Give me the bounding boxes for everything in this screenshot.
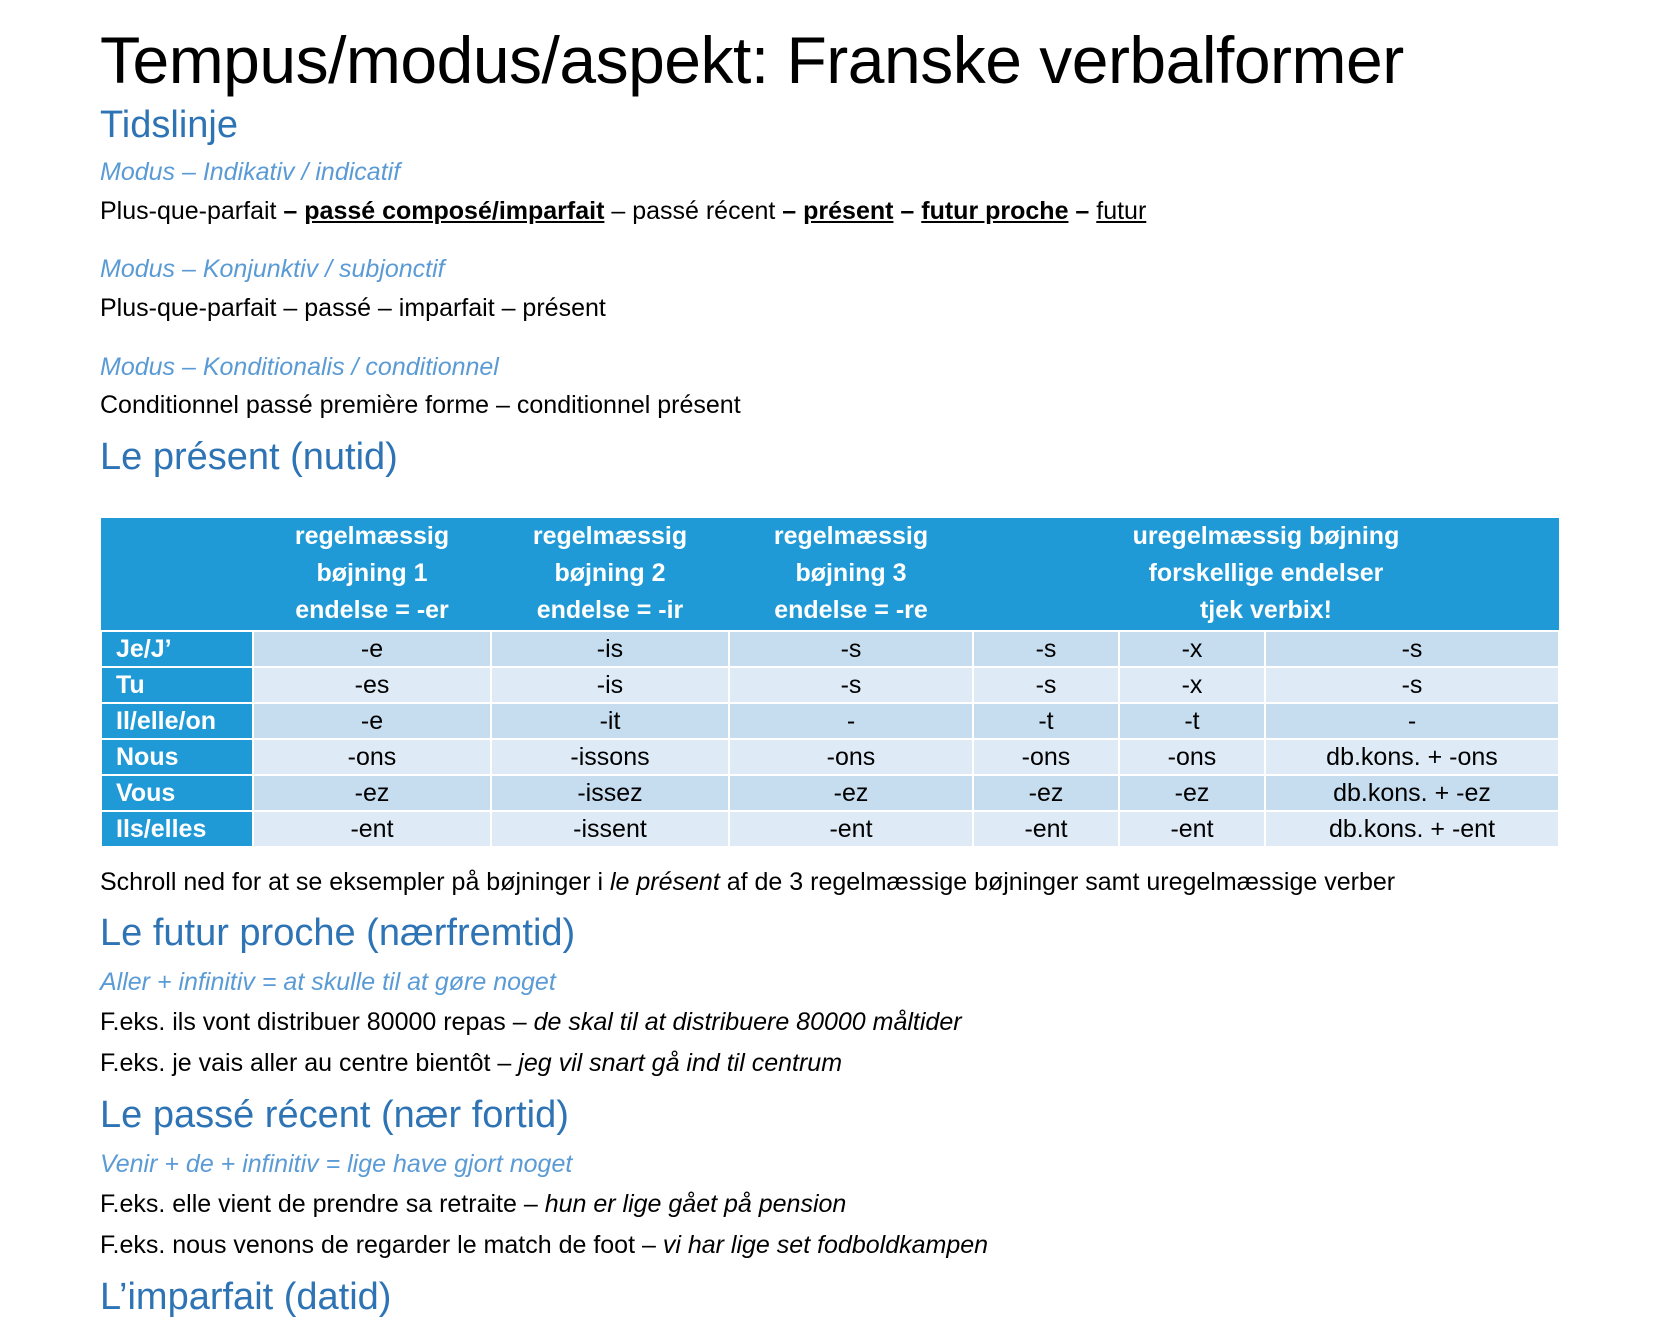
ending-cell: - — [729, 703, 973, 739]
label-konditionalis: Modus – Konditionalis / conditionnel — [100, 353, 499, 381]
example-french: F.eks. ils vont distribuer 80000 repas – — [100, 1008, 534, 1036]
ending-cell: -ent — [973, 811, 1119, 847]
header-line: regelmæssig — [773, 522, 929, 550]
tense-passe-compose: passé composé/imparfait — [304, 197, 605, 225]
header-line: forskellige endelser — [1148, 559, 1384, 587]
tense-passe-recent: passé récent — [632, 197, 776, 225]
ending-cell: -s — [1265, 631, 1559, 667]
tense-present: présent — [803, 197, 894, 225]
header-blank — [101, 518, 253, 631]
header-regular-1 — [253, 518, 491, 631]
pronoun-cell: Tu — [101, 667, 253, 703]
ending-cell: -ent — [729, 811, 973, 847]
table-row-vous — [101, 775, 1559, 811]
heading-imparfait: L’imparfait (datid) — [100, 1276, 392, 1318]
table-row-nous — [101, 739, 1559, 775]
header-regular-3 — [729, 518, 973, 631]
ending-cell: -ons — [1119, 739, 1265, 775]
tense-futur: futur — [1096, 197, 1147, 225]
ending-cell: -s — [973, 631, 1119, 667]
ending-cell: -it — [491, 703, 729, 739]
ending-cell: -is — [491, 631, 729, 667]
heading-passe-recent: Le passé récent (nær fortid) — [100, 1094, 569, 1136]
ending-cell: -ons — [973, 739, 1119, 775]
ending-cell: -s — [729, 667, 973, 703]
example-french: F.eks. elle vient de prendre sa retraite – — [100, 1190, 545, 1218]
ending-cell: -ent — [1119, 811, 1265, 847]
example-danish: de skal til at distribuere 80000 måltider — [533, 1008, 962, 1036]
separator: – — [276, 197, 305, 225]
label-indikativ: Modus – Indikativ / indicatif — [100, 158, 401, 186]
header-line: uregelmæssig bøjning — [1132, 522, 1400, 550]
tense-futur-proche: futur proche — [921, 197, 1069, 225]
pronoun-cell: Nous — [101, 739, 253, 775]
ending-cell: -t — [1119, 703, 1265, 739]
table-row-tu — [101, 667, 1559, 703]
ending-cell: -ons — [253, 739, 491, 775]
present-note — [100, 868, 1395, 897]
rule-passe-recent: Venir + de + infinitiv = lige have gjort noget — [100, 1150, 573, 1178]
table-row-ils — [101, 811, 1559, 847]
tense-plus-que-parfait: Plus-que-parfait — [100, 197, 277, 225]
ending-cell: -ez — [253, 775, 491, 811]
note-italic: le présent — [609, 868, 720, 896]
header-line: regelmæssig — [532, 522, 688, 550]
heading-futur-proche: Le futur proche (nærfremtid) — [100, 912, 576, 954]
ending-cell: -issez — [491, 775, 729, 811]
header-line: endelse = -er — [295, 596, 449, 624]
present-conjugation-table — [100, 518, 1560, 848]
ending-cell: -is — [491, 667, 729, 703]
example-passe-recent-2 — [100, 1231, 988, 1260]
example-futur-proche-1 — [100, 1008, 962, 1037]
separator: – — [775, 197, 804, 225]
note-text: af de 3 regelmæssige bøjninger samt uregelmæssige verber — [719, 868, 1396, 896]
ending-cell: -issons — [491, 739, 729, 775]
header-line: endelse = -ir — [536, 596, 684, 624]
table-header-row — [101, 518, 1559, 631]
header-irregular — [973, 518, 1559, 631]
timeline-konditionalis: Conditionnel passé première forme – conditionnel présent — [100, 391, 741, 419]
ending-cell: -ez — [1119, 775, 1265, 811]
ending-cell: -issent — [491, 811, 729, 847]
pronoun-cell: Il/elle/on — [101, 703, 253, 739]
separator: – — [1068, 197, 1097, 225]
ending-cell: -ons — [729, 739, 973, 775]
ending-cell: -s — [973, 667, 1119, 703]
label-konjunktiv: Modus – Konjunktiv / subjonctif — [100, 255, 445, 283]
ending-cell: db.kons. + -ons — [1265, 739, 1559, 775]
example-french: F.eks. nous venons de regarder le match de foot – — [100, 1231, 663, 1259]
header-line: endelse = -re — [774, 596, 928, 624]
ending-cell: -ez — [729, 775, 973, 811]
table-row-il — [101, 703, 1559, 739]
timeline-konjunktiv: Plus-que-parfait – passé – imparfait – présent — [100, 294, 606, 322]
ending-cell: -s — [1265, 667, 1559, 703]
ending-cell: db.kons. + -ez — [1265, 775, 1559, 811]
header-line: bøjning 2 — [554, 559, 666, 587]
separator: – — [604, 197, 633, 225]
ending-cell: db.kons. + -ent — [1265, 811, 1559, 847]
example-danish: jeg vil snart gå ind til centrum — [518, 1049, 843, 1077]
header-line: regelmæssig — [294, 522, 450, 550]
example-french: F.eks. je vais aller au centre bientôt – — [100, 1049, 519, 1077]
heading-present: Le présent (nutid) — [100, 436, 398, 478]
ending-cell: -ent — [253, 811, 491, 847]
header-line: bøjning 3 — [795, 559, 907, 587]
ending-cell: -e — [253, 703, 491, 739]
ending-cell: -x — [1119, 667, 1265, 703]
ending-cell: -es — [253, 667, 491, 703]
table-row-je — [101, 631, 1559, 667]
header-regular-2 — [491, 518, 729, 631]
pronoun-cell: Je/J’ — [101, 631, 253, 667]
rule-futur-proche: Aller + infinitiv = at skulle til at gøre noget — [100, 968, 556, 996]
example-futur-proche-2 — [100, 1049, 842, 1078]
ending-cell: -t — [973, 703, 1119, 739]
heading-tidslinje: Tidslinje — [100, 104, 238, 146]
ending-cell: - — [1265, 703, 1559, 739]
pronoun-cell: Vous — [101, 775, 253, 811]
ending-cell: -e — [253, 631, 491, 667]
ending-cell: -x — [1119, 631, 1265, 667]
example-danish: vi har lige set fodboldkampen — [662, 1231, 989, 1259]
pronoun-cell: Ils/elles — [101, 811, 253, 847]
separator: – — [893, 197, 922, 225]
ending-cell: -s — [729, 631, 973, 667]
timeline-indikativ — [100, 197, 1146, 226]
header-line: tjek verbix! — [1199, 596, 1332, 624]
example-passe-recent-1 — [100, 1190, 846, 1219]
page-title: Tempus/modus/aspekt: Franske verbalformer — [100, 23, 1404, 97]
ending-cell: -ez — [973, 775, 1119, 811]
header-line: bøjning 1 — [316, 559, 428, 587]
example-danish: hun er lige gået på pension — [544, 1190, 847, 1218]
note-text: Schroll ned for at se eksempler på bøjninger i — [100, 868, 610, 896]
